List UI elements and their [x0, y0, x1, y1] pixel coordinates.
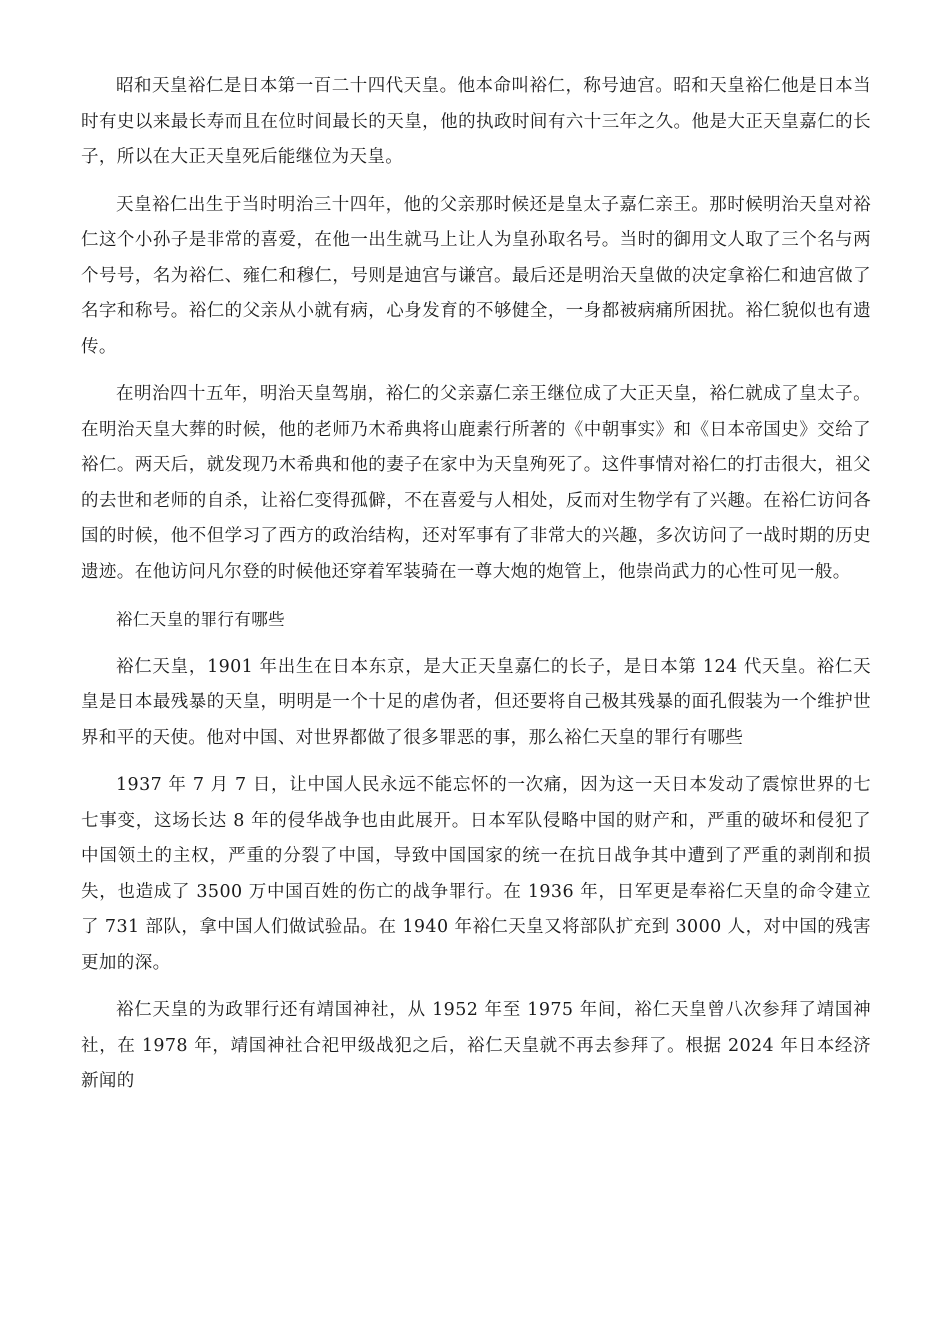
document-page	[81, 69, 871, 1112]
paragraph-3: 在明治四十五年，明治天皇驾崩，裕仁的父亲嘉仁亲王继位成了大正天皇，裕仁就成了皇太子。在明治天皇大葬的时候，他的老师乃木希典将山鹿素行所著的《中朝事实》和《日本帝国史》交给了裕仁。两天后，就发现乃木希典和他的妻子在家中为天皇殉死了。这件事情对裕仁的打击很大，祖父的去世和老师的自杀，让裕仁变得孤僻，不在喜爱与人相处，反而对生物学有了兴趣。在裕仁访问各国的时候，他不但学习了西方的政治结构，还对军事有了非常大的兴趣，多次访问了一战时期的历史遗迹。在他访问凡尔登的时候他还穿着军装骑在一尊大炮的炮管上，他崇尚武力的心性可见一般。	[81, 384, 871, 582]
section-heading: 裕仁天皇的罪行有哪些	[116, 610, 285, 629]
paragraph-5: 1937 年 7 月 7 日，让中国人民永远不能忘怀的一次痛，因为这一天日本发动了震惊世界的七七事变，这场长达 8 年的侵华战争也由此展开。日本军队侵略中国的财产和，严重的破坏和侵犯了中国领土的主权，严重的分裂了中国，导致中国国家的统一在抗日战争其中遭到了严重的剥削和损失，也造成了 3500 万中国百姓的伤亡的战争罪行。在 1936 年，日军更是奉裕仁天皇的命令建立了 731 部队，拿中国人们做试验品。在 1940 年裕仁天皇又将部队扩充到 3000 人，对中国的残害更加的深。	[81, 775, 871, 973]
paragraph-6: 裕仁天皇的为政罪行还有靖国神社，从 1952 年至 1975 年间，裕仁天皇曾八次参拜了靖国神社，在 1978 年，靖国神社合祀甲级战犯之后，裕仁天皇就不再去参拜了。根据 2024 年日本经济新闻的	[81, 1000, 871, 1091]
paragraph-1: 昭和天皇裕仁是日本第一百二十四代天皇。他本命叫裕仁，称号迪宫。昭和天皇裕仁他是日本当时有史以来最长寿而且在位时间最长的天皇，他的执政时间有六十三年之久。他是大正天皇嘉仁的长子，所以在大正天皇死后能继位为天皇。	[81, 76, 871, 167]
paragraph-4: 裕仁天皇，1901 年出生在日本东京，是大正天皇嘉仁的长子，是日本第 124 代天皇。裕仁天皇是日本最残暴的天皇，明明是一个十足的虐伪者，但还要将自己极其残暴的面孔假装为一个维护世界和平的天使。他对中国、对世界都做了很多罪恶的事，那么裕仁天皇的罪行有哪些	[81, 656, 871, 748]
paragraph-2: 天皇裕仁出生于当时明治三十四年，他的父亲那时候还是皇太子嘉仁亲王。那时候明治天皇对裕仁这个小孙子是非常的喜爱，在他一出生就马上让人为皇孙取名号。当时的御用文人取了三个名与两个号号，名为裕仁、雍仁和穆仁，号则是迪宫与谦宫。最后还是明治天皇做的决定拿裕仁和迪宫做了名字和称号。裕仁的父亲从小就有病，心身发育的不够健全，一身都被病痛所困扰。裕仁貌似也有遗传。	[81, 194, 871, 357]
